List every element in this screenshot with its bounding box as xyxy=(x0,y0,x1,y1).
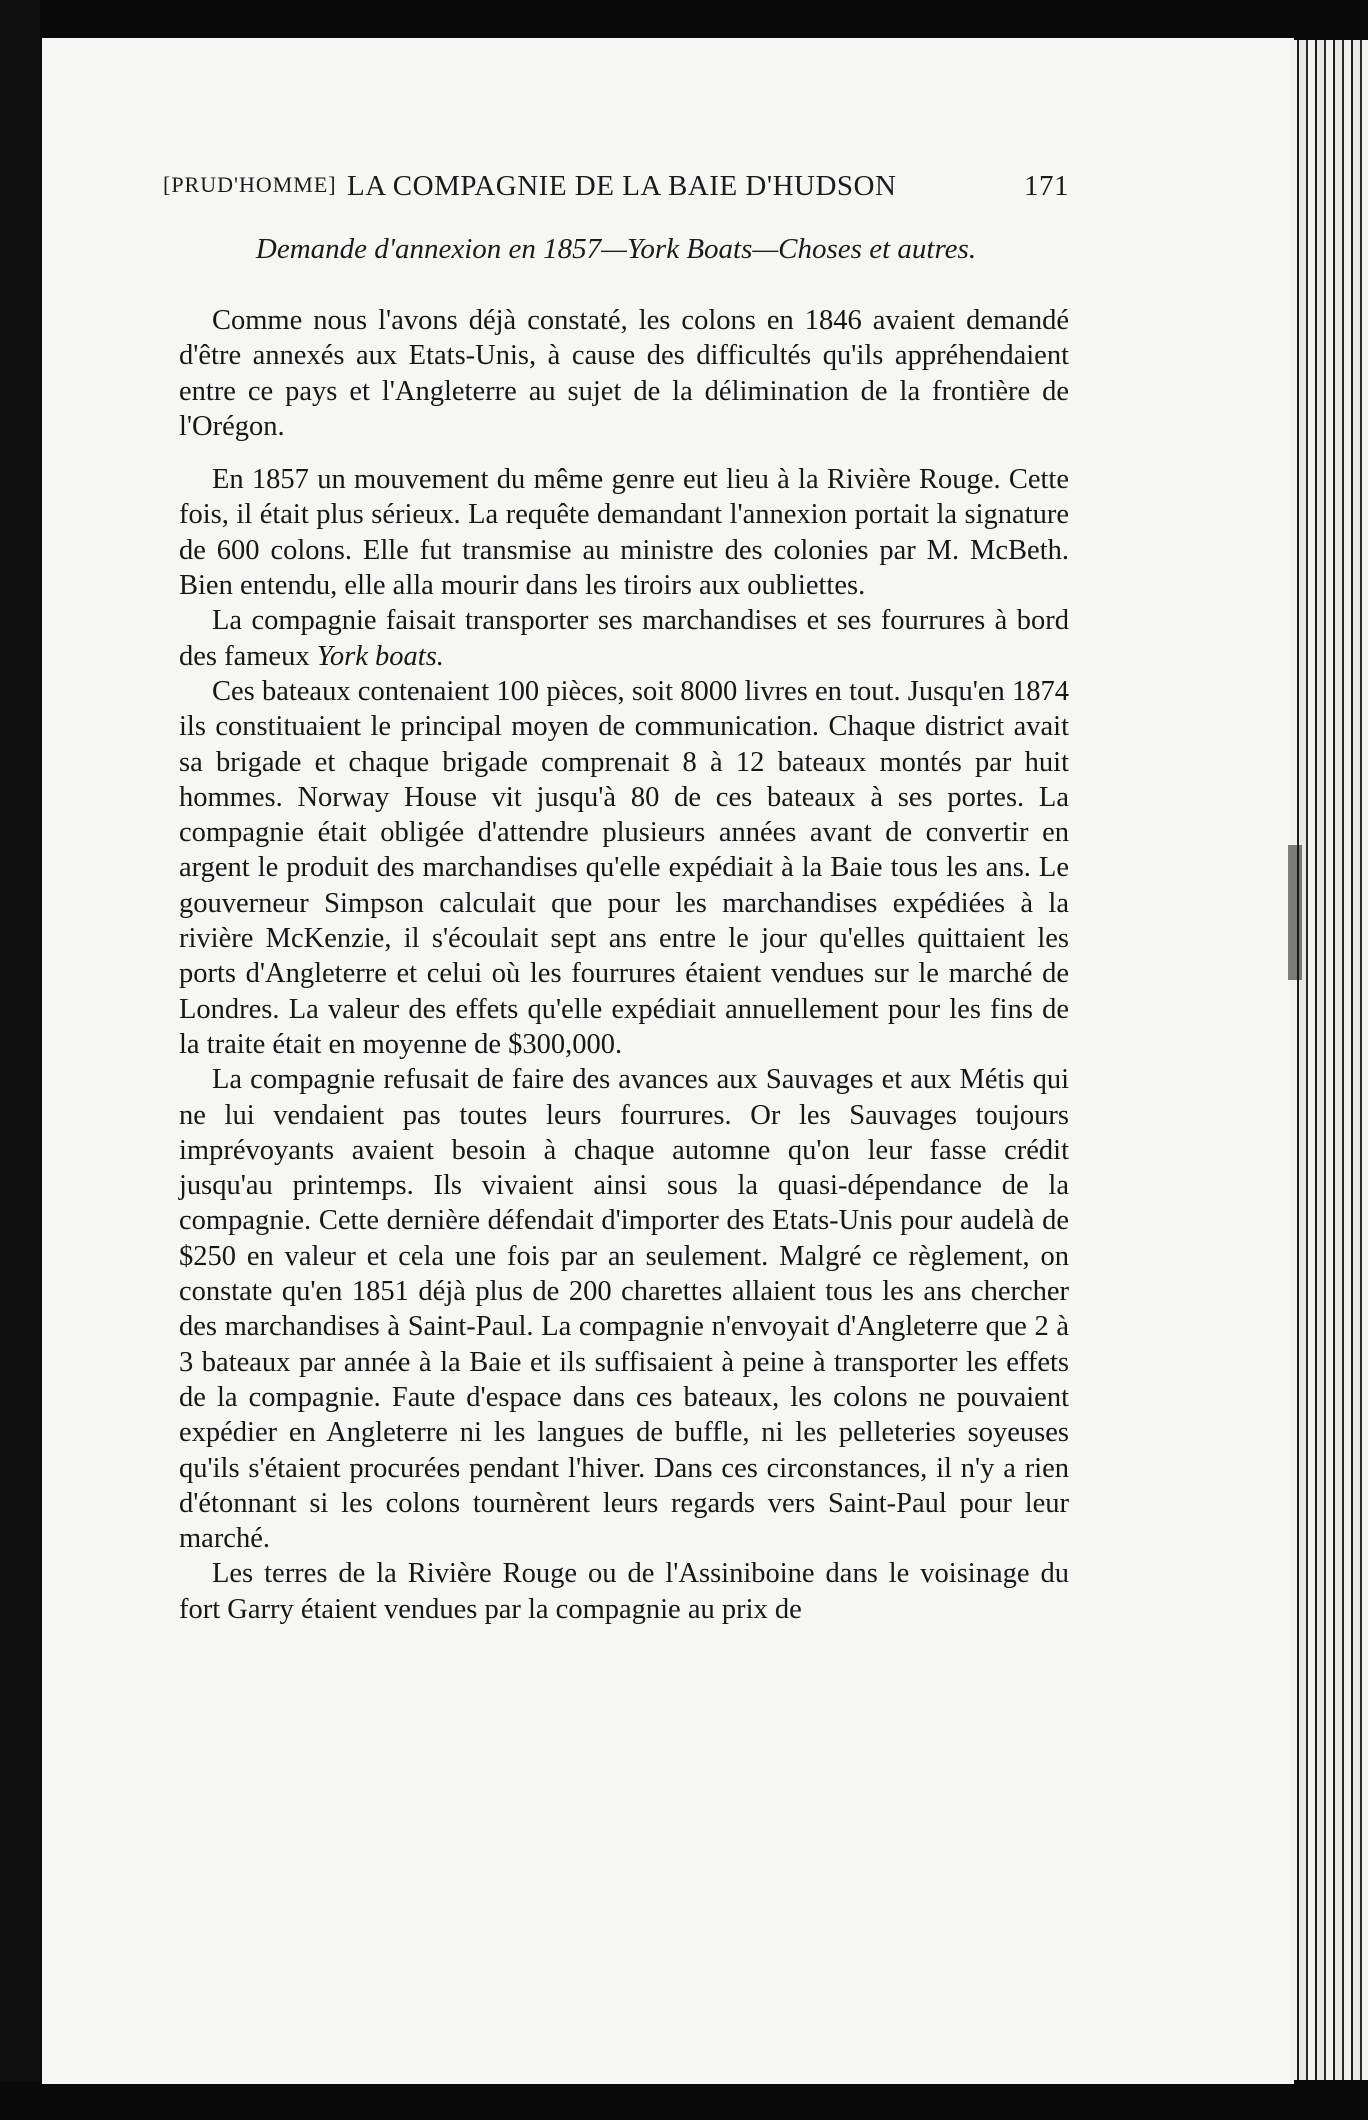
page-header xyxy=(163,170,1069,210)
paragraph: Comme nous l'avons déjà constaté, les colons en 1846 avaient demandé d'être annexés aux Etats-Unis, à cause des difficultés qu'ils appréhendaient entre ce pays et l'Angleterre au sujet de la délimination de la frontière de l'Orégon. xyxy=(179,305,1069,442)
paragraph-text: La compagnie faisait transporter ses marchandises et ses fourrures à bord des fameux xyxy=(179,605,1069,672)
paragraph: Ces bateaux contenaient 100 pièces, soit 8000 livres en tout. Jusqu'en 1874 ils constituaient le principal moyen de communication. Chaque district avait sa brigade et chaque brigade comprenait 8 à 12 bateaux montés par huit hommes. Norway House vit jusqu'à 80 de ces bateaux à ses portes. La compagnie était obligée d'attendre plusieurs années avant de convertir en argent le produit des marchandises qu'elle expédiait à la Baie tous les ans. Le gouverneur Simpson calculait que pour les marchandises expédiées à la rivière McKenzie, il s'écoulait sept ans entre le jour qu'elles quittaient les ports d'Angleterre et celui où les fourrures étaient vendues sur le marché de Londres. La valeur des effets qu'elle expédiait annuellement pour les fins de la traite était en moyenne de $300,000. xyxy=(179,675,1069,1060)
body-text xyxy=(179,303,1069,1627)
section-subtitle: Demande d'annexion en 1857—York Boats—Choses et autres. xyxy=(255,233,977,265)
page-number: 171 xyxy=(1024,170,1069,202)
emphasis-text: York boats. xyxy=(316,640,444,672)
scan-top-border xyxy=(0,0,1368,40)
book-title: LA COMPAGNIE DE LA BAIE D'HUDSON xyxy=(347,170,897,202)
binding-shadow xyxy=(1288,845,1302,980)
scan-left-border xyxy=(0,0,40,2120)
running-head: [PRUD'HOMME] xyxy=(163,172,337,197)
paragraph: Les terres de la Rivière Rouge ou de l'Assiniboine dans le voisinage du fort Garry étaient vendues par la compagnie au prix de xyxy=(179,1558,1069,1625)
paragraph: En 1857 un mouvement du même genre eut lieu à la Rivière Rouge. Cette fois, il était plus sérieux. La requête demandant l'annexion portait la signature de 600 colons. Elle fut transmise au ministre des colonies par M. McBeth. Bien entendu, elle alla mourir dans les tiroirs aux oubliettes. xyxy=(179,464,1069,602)
page-edges xyxy=(1290,40,1368,2080)
scan-bottom-border xyxy=(0,2082,1368,2120)
paragraph: La compagnie refusait de faire des avances aux Sauvages et aux Métis qui ne lui vendaient pas toutes leurs fourrures. Or les Sauvages toujours imprévoyants avaient besoin à chaque automne qu'on leur fasse crédit jusqu'au printemps. Ils vivaient ainsi sous la quasi-dépendance de la compagnie. Cette dernière défendait d'importer des Etats-Unis pour audelà de $250 en valeur et cela une fois par an seulement. Malgré ce règlement, on constate qu'en 1851 déjà plus de 200 charettes allaient tous les ans chercher des marchandises à Saint-Paul. La compagnie n'envoyait d'Angleterre que 2 à 3 bateaux par année à la Baie et ils suffisaient à peine à transporter les effets de la compagnie. Faute d'espace dans ces bateaux, les colons ne pouvaient expédier en Angleterre ni les langues de buffle, ni les pelleteries soyeuses qu'ils s'étaient procurées pendant l'hiver. Dans ces circonstances, il n'y a rien d'étonnant si les colons tournèrent leurs regards vers Saint-Paul pour leur marché. xyxy=(179,1064,1069,1555)
paragraph xyxy=(179,603,1069,674)
